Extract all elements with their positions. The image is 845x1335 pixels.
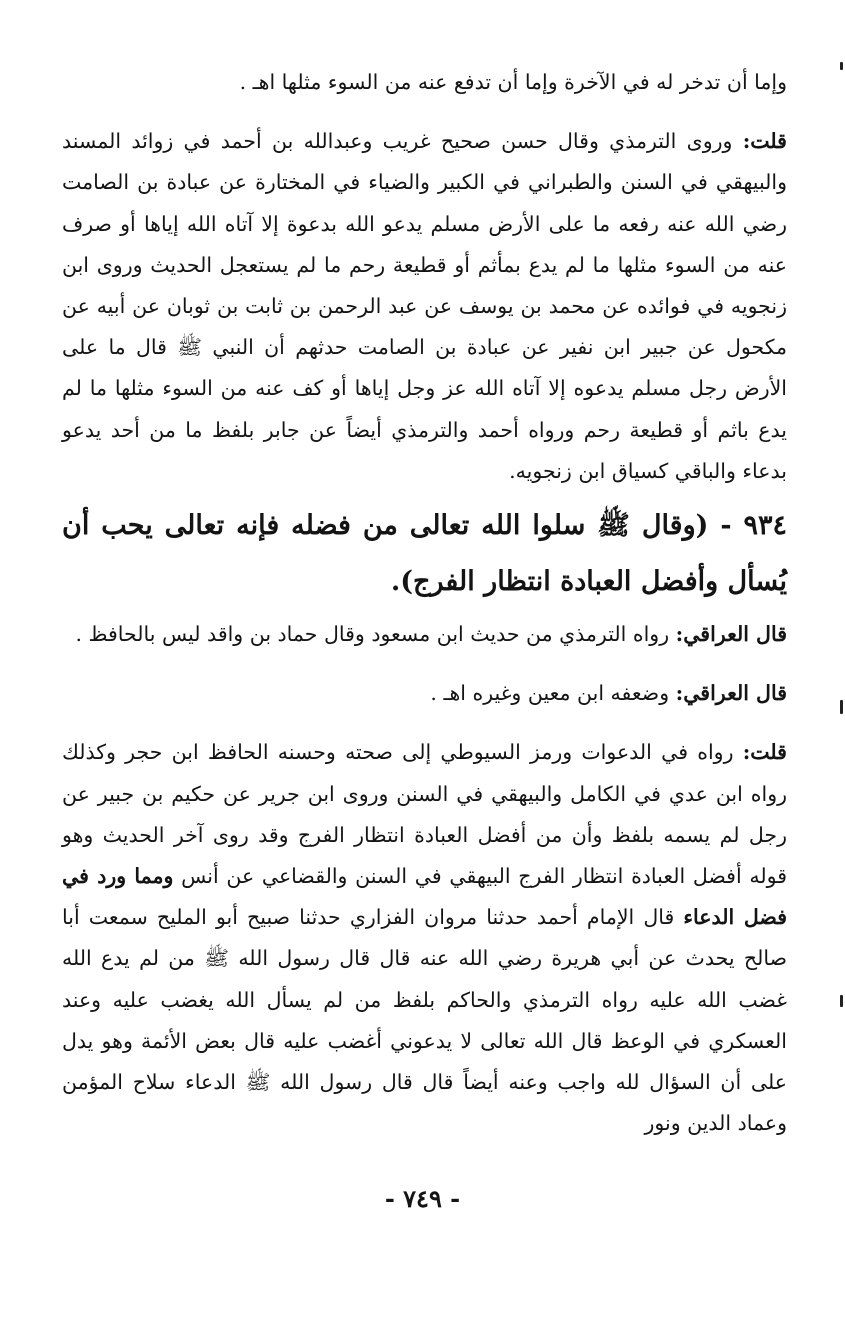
paragraph-continuation: وإما أن تدخر له في الآخرة وإما أن تدفع عنه من السوء مثلها اهـ . [239, 70, 787, 94]
paragraph-iraqi-2 [62, 673, 787, 714]
margin-mark [840, 995, 843, 1007]
margin-mark [840, 62, 843, 70]
paragraph-text: وضعفه ابن معين وغيره اهـ . [430, 681, 676, 706]
page-number: - ٧٤٩ - [384, 1184, 461, 1213]
section-phrase: ومما ورد في فضل الدعاء [62, 864, 788, 930]
hadith-heading-934: ٩٣٤ - (وقال ﷺ سلوا الله تعالى من فضله فإنه تعالى يحب أن يُسأل وأفضل العبادة انتظار الفرج). [62, 510, 787, 598]
paragraph-text: قال الإمام أحمد حدثنا مروان الفزاري حدثنا صبيح أبو المليح سمعت أبا صالح يحدث عن أبي هريرة رضي الله عنه قال قال رسول الله ﷺ من لم يدع الله غضب الله عليه رواه الترمذي والحاكم بلفظ من لم يسأل الله يغضب عليه وعند العسكري في الوعظ قال الله تعالى لا يدعوني أغضب عليه قال بعض الأئمة وهو يدل على أن السؤال لله واجب وعنه أيضاً قال قال رسول الله ﷺ الدعاء سلاح المؤمن وعماد الدين ونور [62, 905, 787, 1136]
label-qultu: قلت: [742, 129, 787, 154]
paragraph-text: رواه في الدعوات ورمز السيوطي إلى صحته وحسنه الحافظ ابن حجر وكذلك رواه ابن عدي في الكامل والبيهقي في السنن وروى ابن جرير عن حكيم بن جبير عن رجل لم يسمه بلفظ وأن من أفضل العبادة انتظار الفرج وقد روى آخر الحديث وهو قوله أفضل العبادة انتظار الفرج البيهقي في السنن والقضاعي عن أنس [62, 740, 787, 889]
paragraph-text: رواه الترمذي من حديث ابن مسعود وقال حماد بن واقد ليس بالحافظ . [75, 622, 676, 647]
paragraph-iraqi-1 [62, 614, 787, 655]
paragraph-qultu-1 [62, 121, 787, 492]
label-iraqi: قال العراقي: [675, 622, 787, 647]
paragraph-qultu-2 [62, 732, 787, 1144]
margin-mark [840, 700, 843, 714]
label-iraqi: قال العراقي: [675, 681, 787, 706]
label-qultu: قلت: [742, 740, 787, 765]
paragraph-text: وروى الترمذي وقال حسن صحيح غريب وعبدالله بن أحمد في زوائد المسند والبيهقي في السنن والطبراني في الكبير والضياء في المختارة عن عبادة بن الصامت رضي الله عنه رفعه ما على الأرض مسلم يدعو الله بدعوة إلا آتاه الله إياها أو صرف عنه من السوء مثلها ما لم يدع بمأثم أو قطيعة رحم ما لم يستعجل الحديث وروى ابن زنجويه في فوائده عن محمد بن يوسف عن عبد الرحمن بن ثابت بن ثوبان عن أبيه عن مكحول عن جبير ابن نفير عن عبادة بن الصامت حدثهم أن النبي ﷺ قال ما على الأرض رجل مسلم يدعوه إلا آتاه الله عز وجل إياها أو كف عنه من السوء مثلها ما لم يدع باثم أو قطيعة رحم ورواه أحمد والترمذي أيضاً عن جابر بلفظ ما من أحد يدعو بدعاء والباقي كسياق ابن زنجويه. [62, 129, 787, 483]
